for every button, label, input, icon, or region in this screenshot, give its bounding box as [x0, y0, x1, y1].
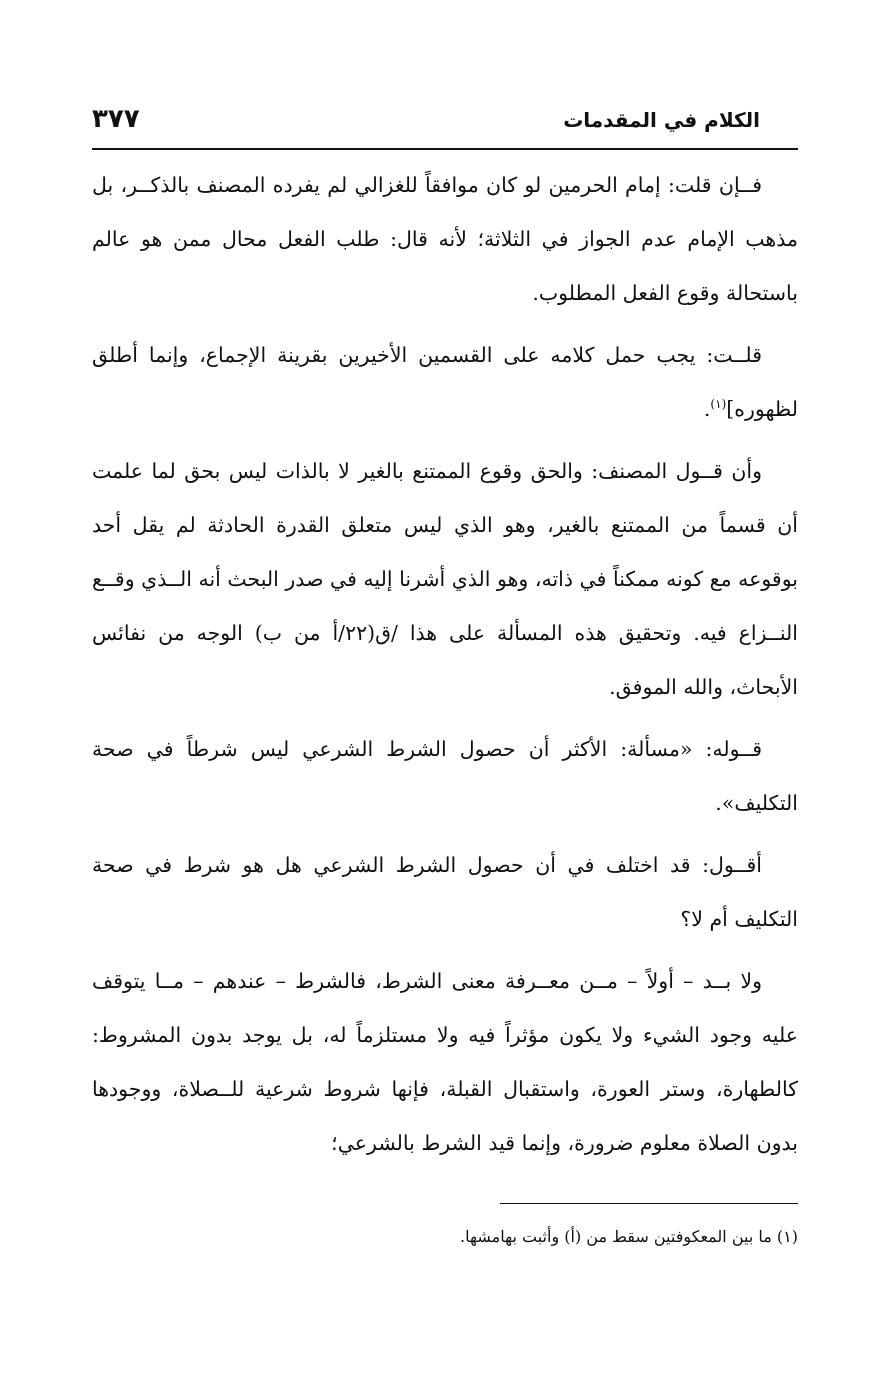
page-header — [92, 100, 798, 144]
footnote-rule — [500, 1203, 798, 1204]
footnote — [92, 1223, 798, 1251]
main-text — [92, 158, 798, 1170]
page-number: ٣٧٧ — [92, 104, 140, 134]
paragraph-definition — [92, 954, 798, 1170]
paragraph-objection — [92, 158, 798, 320]
paragraph-reply — [92, 328, 798, 436]
footnote-text: (١) ما بين المعكوفتين سقط من (أ) وأثبت بهامشها. — [460, 1227, 798, 1246]
paragraph-issue-quote — [92, 722, 798, 830]
paragraph-text: وأن قــول المصنف: والحق وقوع الممتنع بالغير لا بالذات ليس بحق لما علمت أن قسماً من الممتنع بالغير، وهو الذي ليس متعلق القدرة الحادثة لم يقل أحد بوقوعه مع كونه ممكناً في ذاته، وهو الذي أشرنا إليه في صدر البحث أنه الــذي وقــع النــزاع فيه. وتحقيق هذه المسألة على هذا /ق(٢٢/أ من ب) الوجه من نفائس الأبحاث، والله الموفق. — [92, 459, 798, 699]
paragraph-text: ولا بــد – أولاً – مــن معــرفة معنى الشرط، فالشرط – عندهم – مــا يتوقف عليه وجود الشيء ولا يكون مؤثراً فيه ولا مستلزماً له، بل يوجد بدون المشروط: كالطهارة، وستر العورة، واستقبال القبلة، فإنها شروط شرعية للــصلاة، ووجودها بدون الصلاة معلوم ضرورة، وإنما قيد الشرط بالشرعي؛ — [92, 969, 799, 1155]
paragraph-text: أقــول: قد اختلف في أن حصول الشرط الشرعي هل هو شرط في صحة التكليف أم لا؟ — [92, 853, 798, 931]
paragraph-commentary — [92, 838, 798, 946]
paragraph-tail: . — [703, 397, 711, 421]
running-title: الكلام في المقدمات — [563, 108, 760, 132]
paragraph-text: قلــت: يجب حمل كلامه على القسمين الأخيرين بقرينة الإجماع، وإنما أطلق لظهوره] — [92, 343, 798, 421]
paragraph-author-statement — [92, 444, 798, 714]
paragraph-text: فــإن قلت: إمام الحرمين لو كان موافقاً للغزالي لم يفرده المصنف بالذكــر، بل مذهب الإمام عدم الجواز في الثلاثة؛ لأنه قال: طلب الفعل محال ممن هو عالم باستحالة وقوع الفعل المطلوب. — [92, 173, 798, 305]
footnote-reference: (١) — [710, 397, 727, 412]
paragraph-text: قــوله: «مسألة: الأكثر أن حصول الشرط الشرعي ليس شرطاً في صحة التكليف». — [92, 737, 798, 815]
header-rule — [92, 148, 798, 150]
